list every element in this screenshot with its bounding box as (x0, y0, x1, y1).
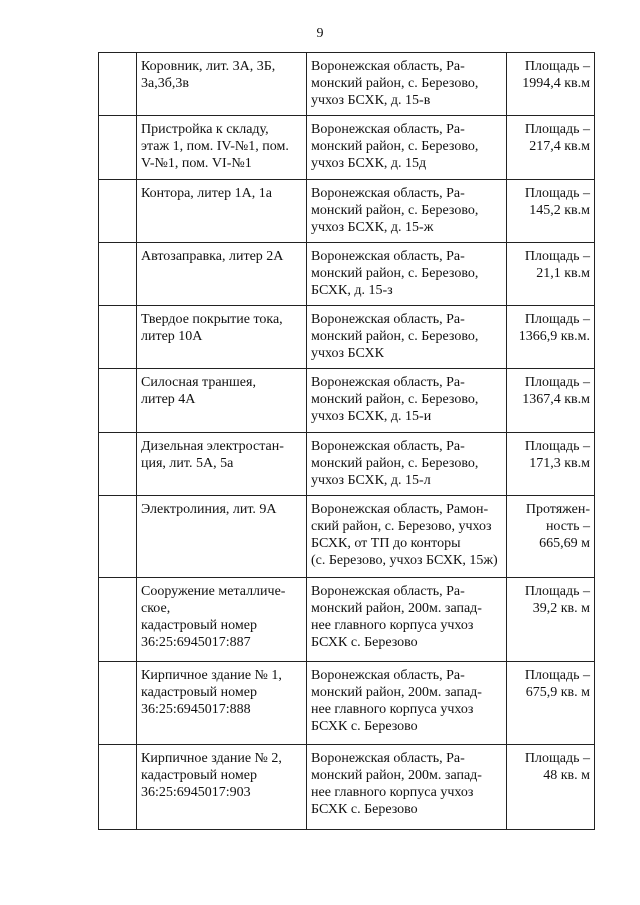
row-number-cell (99, 243, 137, 305)
row-number-cell (99, 116, 137, 179)
table-row (99, 433, 594, 496)
address-cell: Воронежская область, Ра- монский район, с. Березово, учхоз БСХК, д. 15-л (307, 433, 507, 495)
object-name-cell: Силосная траншея, литер 4А (137, 369, 307, 432)
row-number-cell (99, 433, 137, 495)
address-cell: Воронежская область, Ра- монский район, 200м. запад- нее главного корпуса учхоз БСХК с. Березово (307, 662, 507, 744)
object-name-cell: Электролиния, лит. 9А (137, 496, 307, 577)
object-name-cell: Твердое покрытие тока, литер 10А (137, 306, 307, 368)
row-number-cell (99, 53, 137, 115)
address-cell: Воронежская область, Ра- монский район, с. Березово, учхоз БСХК, д. 15-ж (307, 180, 507, 242)
object-name-cell: Пристройка к складу, этаж 1, пом. IV-№1, пом. V-№1, пом. VI-№1 (137, 116, 307, 179)
address-cell: Воронежская область, Рамон- ский район, с. Березово, учхоз БСХК, от ТП до конторы (с. Березово, учхоз БСХК, 15ж) (307, 496, 507, 577)
table-row (99, 306, 594, 369)
object-name-cell: Сооружение металличе- ское, кадастровый номер 36:25:6945017:887 (137, 578, 307, 661)
address-cell: Воронежская область, Ра- монский район, с. Березово, учхоз БСХК, д. 15-и (307, 369, 507, 432)
object-name-cell: Автозаправка, литер 2А (137, 243, 307, 305)
table-row (99, 662, 594, 745)
address-cell: Воронежская область, Ра- монский район, с. Березово, БСХК, д. 15-з (307, 243, 507, 305)
table-row (99, 496, 594, 578)
row-number-cell (99, 496, 137, 577)
row-number-cell (99, 369, 137, 432)
object-name-cell: Контора, литер 1А, 1а (137, 180, 307, 242)
table-row (99, 243, 594, 306)
address-cell: Воронежская область, Ра- монский район, с. Березово, учхоз БСХК, д. 15д (307, 116, 507, 179)
area-cell: Площадь – 675,9 кв. м (524, 668, 590, 700)
page-number: 9 (316, 26, 324, 41)
row-number-cell (99, 180, 137, 242)
area-cell: Площадь – 21,1 кв.м (524, 249, 590, 281)
area-cell: Площадь – 1366,9 кв.м. (518, 312, 590, 344)
object-name-cell: Дизельная электростан- ция, лит. 5А, 5а (137, 433, 307, 495)
object-name-cell: Кирпичное здание № 2, кадастровый номер 36:25:6945017:903 (137, 745, 307, 829)
object-name-cell: Коровник, лит. 3А, 3Б, 3а,3б,3в (137, 53, 307, 115)
table-row (99, 116, 594, 180)
area-cell: Протяжен- ность – 665,69 м (525, 502, 590, 551)
area-cell: Площадь – 217,4 кв.м (524, 122, 590, 154)
area-cell: Площадь – 1994,4 кв.м (522, 59, 590, 91)
area-cell: Площадь – 171,3 кв.м (524, 439, 590, 471)
area-cell: Площадь – 39,2 кв. м (524, 584, 590, 616)
table-row (99, 180, 594, 243)
row-number-cell (99, 745, 137, 829)
table-row (99, 745, 594, 829)
object-name-cell: Кирпичное здание № 1, кадастровый номер 36:25:6945017:888 (137, 662, 307, 744)
area-cell: Площадь – 48 кв. м (524, 751, 590, 783)
row-number-cell (99, 306, 137, 368)
table-row (99, 369, 594, 433)
address-cell: Воронежская область, Ра- монский район, 200м. запад- нее главного корпуса учхоз БСХК с. Березово (307, 578, 507, 661)
row-number-cell (99, 578, 137, 661)
table-row (99, 53, 594, 116)
area-cell: Площадь – 145,2 кв.м (524, 186, 590, 218)
table-row (99, 578, 594, 662)
address-cell: Воронежская область, Ра- монский район, с. Березово, учхоз БСХК (307, 306, 507, 368)
address-cell: Воронежская область, Ра- монский район, 200м. запад- нее главного корпуса учхоз БСХК с. Березово (307, 745, 507, 829)
address-cell: Воронежская область, Ра- монский район, с. Березово, учхоз БСХК, д. 15-в (307, 53, 507, 115)
property-table (98, 52, 595, 830)
row-number-cell (99, 662, 137, 744)
area-cell: Площадь – 1367,4 кв.м (522, 375, 590, 407)
